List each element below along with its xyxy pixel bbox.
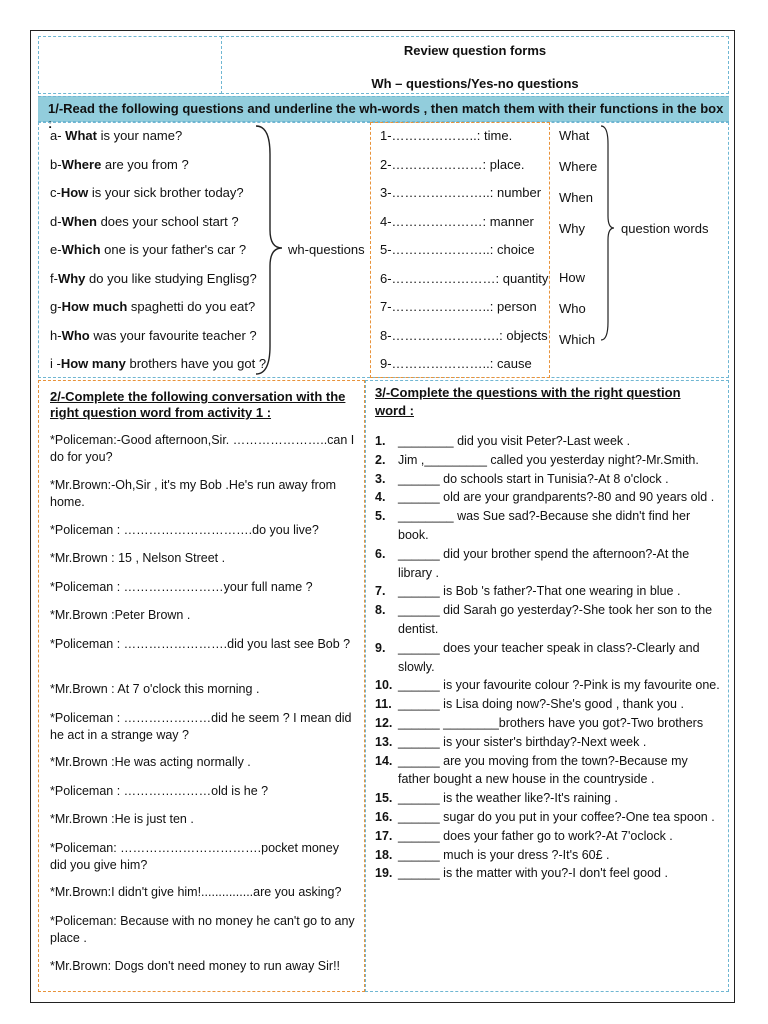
question-wh-word: Why bbox=[57, 271, 86, 286]
question-number: 7. bbox=[375, 584, 386, 599]
question-number: 12. bbox=[375, 715, 393, 730]
match-line: 4-…………………: manner bbox=[380, 214, 534, 229]
question-text: ______ is Lisa doing now?-She's good , thank you . bbox=[398, 697, 684, 712]
conversation-line: *Mr.Brown :Peter Brown . bbox=[50, 608, 191, 622]
question-number: 15. bbox=[375, 791, 393, 806]
question-wh-word: Where bbox=[61, 157, 102, 172]
question-prefix: f- bbox=[50, 271, 58, 286]
section3-question-list bbox=[375, 432, 720, 883]
question-wh-word: What bbox=[65, 128, 97, 143]
question-number: 10. bbox=[375, 678, 393, 693]
conversation-line: *Mr.Brown : At 7 o'clock this morning . bbox=[50, 682, 260, 696]
question-text: ______ did your brother spend the afternoon?-At the library . bbox=[398, 546, 690, 580]
question-item bbox=[375, 714, 720, 733]
question-word: Why bbox=[559, 221, 585, 236]
worksheet-title: Review question forms bbox=[403, 43, 547, 58]
header-left-cell bbox=[38, 36, 222, 94]
question-word: How bbox=[559, 270, 586, 285]
match-line: 2-…………………: place. bbox=[380, 157, 525, 172]
question-text: ______ is the weather like?-It's raining . bbox=[398, 791, 618, 806]
question-prefix: a- bbox=[50, 128, 66, 143]
question-item bbox=[375, 545, 720, 583]
question-rest: is your sick brother today? bbox=[88, 185, 244, 200]
question-item bbox=[375, 846, 720, 865]
question-number: 17. bbox=[375, 828, 393, 843]
question-wh-word: How many bbox=[60, 356, 126, 371]
match-line: 5-…………………..: choice bbox=[380, 242, 535, 257]
section2-title-line1: 2/-Complete the following conversation with the bbox=[50, 389, 346, 404]
question-wh-word: Which bbox=[61, 242, 101, 257]
question-prefix: e- bbox=[50, 242, 62, 257]
conversation-line: *Mr.Brown :He is just ten . bbox=[50, 812, 194, 826]
question-word: What bbox=[559, 128, 590, 143]
question-item bbox=[375, 470, 720, 489]
question-word: When bbox=[559, 190, 593, 205]
question-text: Jim ,_________ called you yesterday night?-Mr.Smith. bbox=[398, 452, 699, 467]
match-line: 1-………………..: time. bbox=[380, 128, 513, 143]
question-item bbox=[375, 507, 720, 545]
conversation-line: *Policeman:-Good afternoon,Sir. …………………..can I do for you? bbox=[50, 433, 355, 464]
question-text: ______ are you moving from the town?-Because my father bought a new house in the countryside . bbox=[398, 753, 688, 787]
question-text: ______ is your favourite colour ?-Pink is my favourite one. bbox=[398, 678, 720, 693]
section3-title-line2: word : bbox=[375, 403, 414, 418]
question-line bbox=[50, 214, 239, 229]
conversation-line: *Mr.Brown :He was acting normally . bbox=[50, 755, 251, 769]
question-number: 6. bbox=[375, 546, 386, 561]
wh-questions-label: wh-questions bbox=[288, 242, 365, 257]
conversation-line: *Policeman : …………………old is he ? bbox=[50, 784, 269, 798]
section2-title-line2: right question word from activity 1 : bbox=[50, 405, 272, 420]
conversation-line: *Policeman: …………………………….pocket money did you give him? bbox=[50, 841, 339, 872]
question-item bbox=[375, 676, 720, 695]
conversation-line: *Mr.Brown:I didn't give him!...............are you asking? bbox=[50, 885, 342, 899]
question-prefix: h- bbox=[50, 328, 62, 343]
question-wh-word: Who bbox=[61, 328, 90, 343]
question-number: 1. bbox=[375, 434, 386, 448]
question-prefix: c- bbox=[50, 185, 61, 200]
question-words-label: question words bbox=[621, 221, 709, 236]
question-text: ______ did Sarah go yesterday?-She took her son to the dentist. bbox=[398, 603, 713, 636]
question-rest: one is your father's car ? bbox=[100, 242, 247, 257]
question-rest: does your school start ? bbox=[96, 214, 239, 229]
question-line bbox=[50, 128, 182, 143]
question-number: 5. bbox=[375, 509, 386, 524]
conversation-line: *Mr.Brown: Dogs don't need money to run away Sir!! bbox=[50, 959, 341, 973]
question-number: 19. bbox=[375, 866, 393, 881]
question-word: Who bbox=[559, 301, 586, 316]
question-word: Which bbox=[559, 332, 596, 347]
question-number: 8. bbox=[375, 603, 386, 618]
question-item bbox=[375, 432, 720, 451]
question-item bbox=[375, 695, 720, 714]
question-rest: are you from ? bbox=[101, 157, 189, 172]
question-text: ________ did you visit Peter?-Last week . bbox=[398, 434, 631, 448]
question-line bbox=[50, 242, 246, 257]
question-item bbox=[375, 808, 720, 827]
question-number: 4. bbox=[375, 490, 386, 505]
question-line bbox=[50, 356, 266, 371]
conversation-line: *Mr.Brown : 15 , Nelson Street . bbox=[50, 551, 226, 565]
question-number: 3. bbox=[375, 471, 386, 486]
conversation-line: *Policeman: Because with no money he can't go to any place . bbox=[50, 914, 355, 945]
question-number: 16. bbox=[375, 809, 393, 824]
match-line: 6-……………………: quantity bbox=[380, 271, 549, 286]
question-text: ______ do schools start in Tunisia?-At 8 o'clock . bbox=[398, 471, 669, 486]
match-line: 7-…………………..: person bbox=[380, 299, 537, 314]
question-text: ______ is the matter with you?-I don't feel good . bbox=[398, 866, 668, 881]
question-text: ________ was Sue sad?-Because she didn't find her book. bbox=[398, 509, 691, 542]
question-number: 9. bbox=[375, 640, 386, 655]
question-line bbox=[50, 271, 257, 286]
worksheet-subtitle: Wh – questions/Yes-no questions bbox=[371, 76, 579, 91]
conversation-line: *Policeman : ………………………….do you live? bbox=[50, 523, 319, 537]
question-rest: spaghetti do you eat? bbox=[127, 299, 256, 314]
question-prefix: b- bbox=[50, 157, 62, 172]
question-text: ______ sugar do you put in your coffee?-One tea spoon . bbox=[398, 809, 715, 824]
question-wh-word: When bbox=[61, 214, 97, 229]
conversation-line: *Mr.Brown:-Oh,Sir , it's my Bob .He's run away from home. bbox=[50, 478, 337, 509]
question-line bbox=[50, 328, 257, 343]
question-line bbox=[50, 185, 244, 200]
question-item bbox=[375, 488, 720, 507]
question-rest: do you like studying Englisg? bbox=[85, 271, 257, 286]
question-prefix: g- bbox=[50, 299, 62, 314]
conversation-line: *Policeman : ……………………your full name ? bbox=[50, 580, 313, 594]
question-text: ______ does your father go to work?-At 7'oclock . bbox=[398, 828, 673, 843]
match-line: 3-…………………..: number bbox=[380, 185, 542, 200]
question-item bbox=[375, 601, 720, 639]
brace-words bbox=[598, 124, 618, 342]
question-item bbox=[375, 451, 720, 470]
question-text: ______ old are your grandparents?-80 and 90 years old . bbox=[398, 490, 715, 505]
question-number: 2. bbox=[375, 452, 386, 467]
match-line: 9-…………………..: cause bbox=[380, 356, 532, 371]
question-line bbox=[50, 299, 255, 314]
question-wh-word: How much bbox=[61, 299, 128, 314]
question-item bbox=[375, 827, 720, 846]
question-text: ______ much is your dress ?-It's 60£ . bbox=[398, 847, 610, 862]
conversation-line: *Policeman : …………………did he seem ? I mean did he act in a strange way ? bbox=[50, 711, 352, 742]
question-rest: was your favourite teacher ? bbox=[89, 328, 257, 343]
question-rest: is your name? bbox=[96, 128, 183, 143]
question-number: 14. bbox=[375, 753, 393, 768]
question-item bbox=[375, 639, 720, 677]
question-line bbox=[50, 157, 189, 172]
conversation-line: *Policeman : …………………….did you last see Bob ? bbox=[50, 637, 351, 651]
question-number: 13. bbox=[375, 734, 393, 749]
question-rest: brothers have you got ? bbox=[125, 356, 267, 371]
question-item bbox=[375, 789, 720, 808]
question-text: ______ ________brothers have you got?-Two brothers bbox=[398, 715, 704, 730]
question-word: Where bbox=[559, 159, 598, 174]
question-number: 18. bbox=[375, 847, 393, 862]
question-prefix: d- bbox=[50, 214, 62, 229]
question-prefix: i - bbox=[50, 356, 61, 371]
question-wh-word: How bbox=[60, 185, 89, 200]
section3-title-line1: 3/-Complete the questions with the right question bbox=[375, 385, 681, 400]
question-text: ______ is your sister's birthday?-Next week . bbox=[398, 734, 647, 749]
question-item bbox=[375, 733, 720, 752]
question-text: ______ is Bob 's father?-That one wearing in blue . bbox=[398, 584, 681, 599]
brace-questions bbox=[248, 124, 288, 376]
question-item bbox=[375, 582, 720, 601]
question-number: 11. bbox=[375, 697, 392, 712]
section1-instruction: 1/-Read the following questions and underline the wh-words , then match them with their functions in the box : bbox=[38, 96, 729, 122]
question-item bbox=[375, 864, 720, 883]
question-item bbox=[375, 752, 720, 790]
match-line: 8-…………………….: objects bbox=[380, 328, 548, 343]
question-text: ______ does your teacher speak in class?-Clearly and slowly. bbox=[398, 640, 700, 674]
